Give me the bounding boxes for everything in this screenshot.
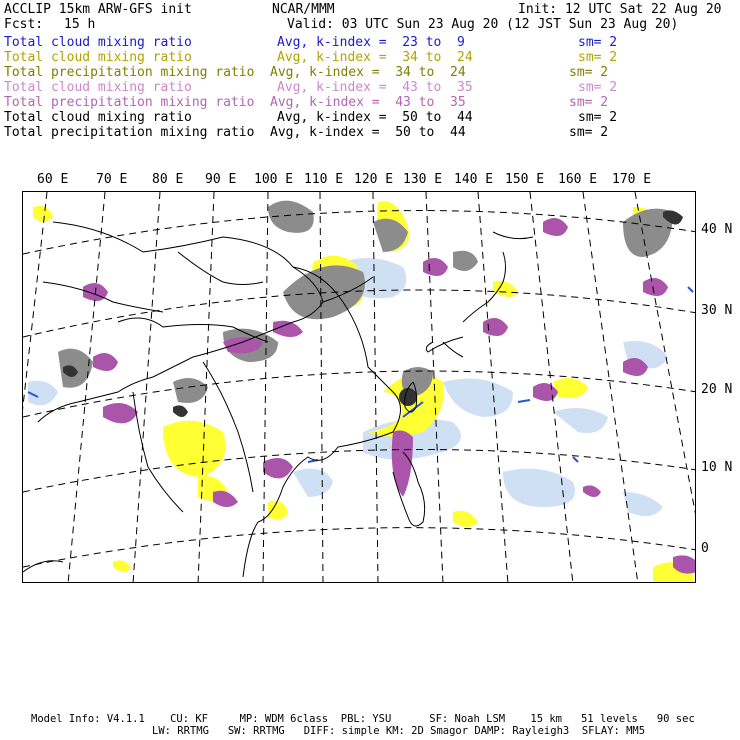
center-label: NCAR/MMM [272, 2, 335, 17]
lon-label: 80 E [152, 172, 184, 187]
legend-name: Total precipitation mixing ratio [4, 65, 255, 80]
lon-label: 120 E [354, 172, 394, 187]
blue-cloud-layer [28, 287, 693, 462]
legend-sm: sm= 2 [569, 65, 609, 80]
lat-label: 0 [701, 541, 709, 556]
legend-avg: Avg, k-index = 50 to 44 [270, 125, 466, 140]
legend-name: Total cloud mixing ratio [4, 110, 192, 125]
longitude-gridlines [23, 192, 696, 583]
init-time: Init: 12 UTC Sat 22 Aug 20 [518, 2, 722, 17]
legend-name: Total precipitation mixing ratio [4, 125, 255, 140]
legend-sm: sm= 2 [569, 125, 609, 140]
legend-avg: Avg, k-index = 34 to 24 [270, 65, 466, 80]
legend-name: Total cloud mixing ratio [4, 50, 192, 65]
lon-label: 110 E [304, 172, 344, 187]
legend-avg: Avg, k-index = 23 to 9 [277, 35, 465, 50]
valid-time: Valid: 03 UTC Sun 23 Aug 20 (12 JST Sun 23 Aug 20) [287, 17, 679, 32]
lon-label: 150 E [505, 172, 545, 187]
legend-avg: Avg, k-index = 43 to 35 [270, 95, 466, 110]
legend-name: Total cloud mixing ratio [4, 35, 192, 50]
legend-sm: sm= 2 [578, 50, 618, 65]
forecast-map [22, 191, 696, 583]
lon-label: 90 E [205, 172, 237, 187]
lat-label: 20 N [701, 382, 733, 397]
lon-label: 100 E [254, 172, 294, 187]
model-info: Model Info: V4.1.1 CU: KF MP: WDM 6class PBL: YSU SF: Noah LSM 15 km 51 levels 90 sec [31, 713, 695, 725]
lon-label: 130 E [403, 172, 443, 187]
lon-label: 70 E [96, 172, 128, 187]
lon-label: 60 E [37, 172, 69, 187]
legend-avg: Avg, k-index = 43 to 35 [277, 80, 473, 95]
lat-label: 30 N [701, 303, 733, 318]
legend-name: Total cloud mixing ratio [4, 80, 192, 95]
legend-avg: Avg, k-index = 34 to 24 [277, 50, 473, 65]
legend-sm: sm= 2 [578, 80, 618, 95]
legend-sm: sm= 2 [578, 110, 618, 125]
fcst-value: 15 h [64, 17, 96, 32]
gray-cloud-layer [58, 201, 673, 403]
lat-label: 40 N [701, 222, 733, 237]
model-physics: LW: RRTMG SW: RRTMG DIFF: simple KM: 2D Smagor DAMP: Rayleigh3 SFLAY: MM5 [152, 725, 646, 737]
model-title: ACCLIP 15km ARW-GFS init [4, 2, 192, 17]
fcst-label: Fcst: [4, 17, 44, 32]
legend-avg: Avg, k-index = 50 to 44 [277, 110, 473, 125]
lon-label: 160 E [558, 172, 598, 187]
legend-name: Total precipitation mixing ratio [4, 95, 255, 110]
legend-sm: sm= 2 [569, 95, 609, 110]
lat-label: 10 N [701, 460, 733, 475]
legend-sm: sm= 2 [578, 35, 618, 50]
lon-label: 170 E [612, 172, 652, 187]
lon-label: 140 E [454, 172, 494, 187]
map-canvas [23, 192, 696, 583]
